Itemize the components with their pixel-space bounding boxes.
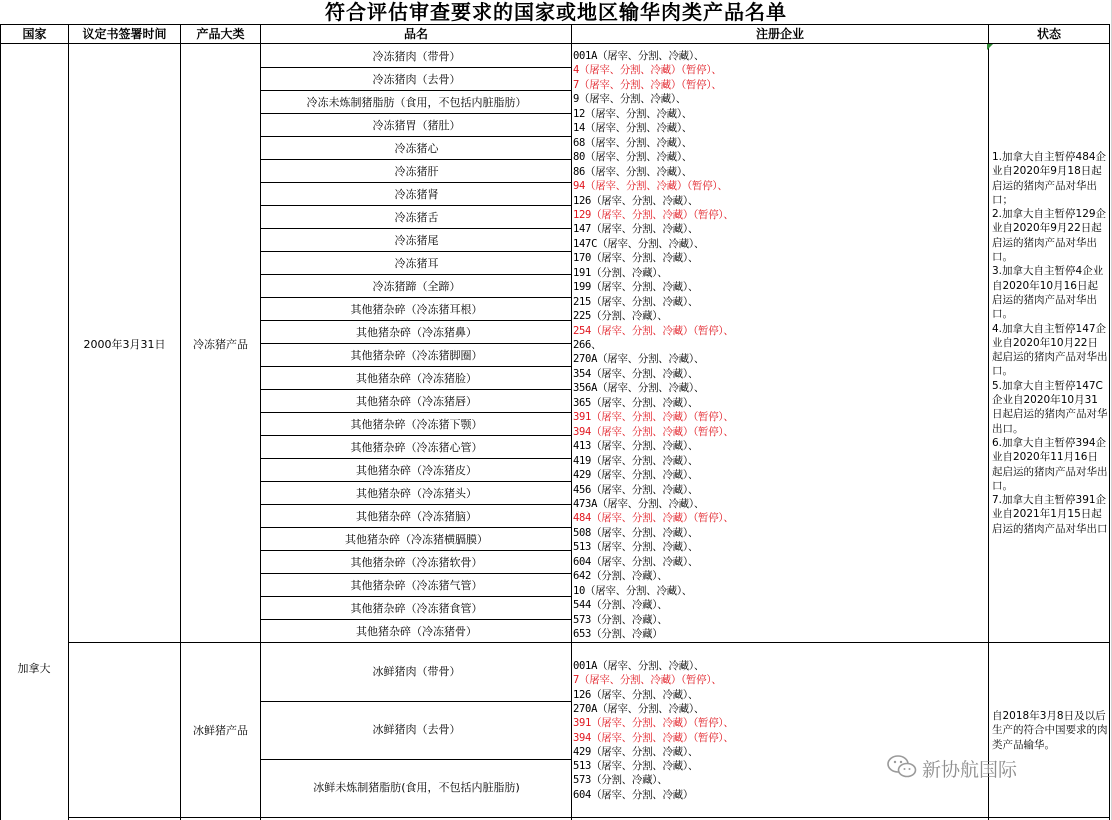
- enterprise-entry: 10（屠宰、分割、冷藏）、: [573, 584, 692, 597]
- wechat-icon: [886, 754, 918, 780]
- product-cell: 冰鲜猪肉（去骨）: [372, 723, 461, 736]
- product-cell: 其他猪杂碎（冷冻猪软骨）: [350, 556, 483, 569]
- status-note: 2.加拿大自主暂停129企业自2020年9月22日起启运的猪肉产品对华出口。: [992, 208, 1107, 264]
- enterprise-entry: 001A（屠宰、分割、冷藏）、: [573, 660, 705, 672]
- enterprise-entry: 12（屠宰、分割、冷藏）、: [573, 107, 692, 120]
- enterprise-suspended: 391（屠宰、分割、冷藏）（暂停）、: [573, 411, 734, 424]
- product-cell: 其他猪杂碎（冷冻猪唇）: [356, 395, 477, 408]
- enterprise-suspended: 394（屠宰、分割、冷藏）（暂停）、: [573, 731, 734, 744]
- enterprise-entry: 653（分割、冷藏）: [573, 628, 663, 640]
- enterprise-entry: 573（分割、冷藏）、: [573, 613, 668, 626]
- enterprise-entry: 456（屠宰、分割、冷藏）、: [573, 483, 699, 496]
- product-cell: 冰鲜未炼制猪脂肪(食用，不包括内脏脂肪): [313, 781, 520, 794]
- enterprise-entry: 270A（屠宰、分割、冷藏）、: [573, 353, 705, 366]
- status-chilled: 自2018年3月8日及以后生产的符合中国要求的肉类产品输华。: [992, 710, 1108, 751]
- enterprise-entry: 147C（屠宰、分割、冷藏）、: [573, 237, 705, 250]
- category-cell-frozen: 冷冻猪产品: [193, 338, 248, 351]
- product-cell: 其他猪杂碎（冷冻猪头）: [356, 487, 477, 500]
- product-cell: 其他猪杂碎（冷冻猪鼻）: [356, 326, 477, 339]
- enterprise-entry: 354（屠宰、分割、冷藏）、: [573, 367, 699, 380]
- enterprise-entry: 126（屠宰、分割、冷藏）、: [573, 688, 699, 701]
- date-cell: 2000年3月31日: [83, 338, 166, 351]
- enterprise-entry: 80（屠宰、分割、冷藏）、: [573, 151, 692, 164]
- enterprise-entry: 544（分割、冷藏）、: [573, 599, 668, 612]
- country-cell: 加拿大: [17, 662, 51, 675]
- enterprise-entry: 413（屠宰、分割、冷藏）、: [573, 440, 699, 453]
- enterprise-entry: 508（屠宰、分割、冷藏）、: [573, 526, 699, 539]
- header-category: 产品大类: [181, 24, 261, 44]
- enterprise-entry: 365（屠宰、分割、冷藏）、: [573, 396, 699, 409]
- product-cell: 其他猪杂碎（冷冻猪横膈膜）: [345, 533, 488, 546]
- enterprise-entry: 573（分割、冷藏）、: [573, 774, 668, 787]
- status-note: 6.加拿大自主暂停394企业自2020年11月16日起启运的猪肉产品对华出口。: [992, 436, 1108, 492]
- status-note: 3.加拿大自主暂停4企业自2020年10月16日起启运的猪肉产品对华出口。: [992, 265, 1104, 321]
- group-separator: [68, 642, 1110, 643]
- product-cell: 其他猪杂碎（冷冻猪皮）: [356, 464, 477, 477]
- product-cell: 冷冻猪蹄（全蹄）: [372, 280, 461, 293]
- enterprise-suspended: 7（屠宰、分割、冷藏）（暂停）、: [573, 674, 722, 687]
- product-cell: 冷冻猪肉（去骨）: [372, 73, 461, 86]
- enterprise-entry: 429（屠宰、分割、冷藏）、: [573, 469, 699, 482]
- product-cell: 其他猪杂碎（冷冻猪心管）: [350, 441, 483, 454]
- comment-indicator-icon: [987, 44, 993, 50]
- grid-line: [68, 44, 69, 820]
- enterprise-entry: 513（屠宰、分割、冷藏）、: [573, 541, 699, 554]
- enterprise-entry: 199（屠宰、分割、冷藏）、: [573, 281, 699, 294]
- watermark-text: 新协航国际: [922, 759, 1018, 781]
- status-note: 4.加拿大自主暂停147企业自2020年10月22日起启运的猪肉产品对华出口。: [992, 322, 1108, 378]
- enterprise-suspended: 394（屠宰、分割、冷藏）（暂停）、: [573, 425, 734, 438]
- status-note: 1.加拿大自主暂停484企业自2020年9月18日起启运的猪肉产品对华出口；: [992, 151, 1107, 206]
- enterprise-entry: 147（屠宰、分割、冷藏）、: [573, 223, 699, 236]
- grid-line: [0, 44, 1, 820]
- status-note: 7.加拿大自主暂停391企业自2021年1月15日起启运的猪肉产品对华出口: [992, 494, 1108, 535]
- enterprise-entry: 429（屠宰、分割、冷藏）、: [573, 745, 699, 758]
- status-note: 5.加拿大自主暂停147C企业自2020年10月31日起启运的猪肉产品对华出口。: [992, 379, 1108, 435]
- header-enterprises: 注册企业: [572, 24, 989, 44]
- product-cell: 冰鲜猪肉（带骨）: [372, 665, 461, 678]
- enterprise-entry: 513（屠宰、分割、冷藏）、: [573, 760, 699, 773]
- enterprise-entry: 86（屠宰、分割、冷藏）、: [573, 165, 692, 178]
- enterprise-entry: 419（屠宰、分割、冷藏）、: [573, 454, 699, 467]
- product-cell: 其他猪杂碎（冷冻猪脑）: [356, 510, 477, 523]
- header-date: 议定书签署时间: [69, 24, 181, 44]
- grid-line: [571, 44, 572, 820]
- product-cell: 冷冻猪心: [394, 142, 439, 155]
- product-cell: 其他猪杂碎（冷冻猪脚圈）: [350, 349, 483, 362]
- grid-line: [988, 44, 989, 820]
- enterprise-entry: 604（屠宰、分割、冷藏）: [573, 788, 694, 801]
- product-cell: 冷冻猪肉（带骨）: [372, 50, 461, 63]
- header-top-line: [0, 24, 1110, 25]
- product-cell: 冷冻猪肾: [394, 188, 439, 201]
- product-cell: 其他猪杂碎（冷冻猪骨）: [356, 625, 477, 638]
- grid-line: [260, 44, 261, 820]
- enterprise-entry: 356A（屠宰、分割、冷藏）、: [573, 382, 705, 395]
- enterprise-suspended: 129（屠宰、分割、冷藏）（暂停）、: [573, 208, 734, 221]
- enterprise-entry: 68（屠宰、分割、冷藏）、: [573, 136, 692, 149]
- enterprise-entry: 9（屠宰、分割、冷藏）、: [573, 93, 686, 106]
- product-cell: 冷冻未炼制猪脂肪（食用，不包括内脏脂肪）: [306, 96, 527, 109]
- enterprise-entry: 215（屠宰、分割、冷藏）、: [573, 295, 699, 308]
- enterprise-suspended: 94（屠宰、分割、冷藏）（暂停）、: [573, 180, 728, 193]
- product-cell: 其他猪杂碎（冷冻猪食管）: [350, 602, 483, 615]
- enterprise-suspended: 391（屠宰、分割、冷藏）（暂停）、: [573, 717, 734, 730]
- product-cell: 其他猪杂碎（冷冻猪气管）: [350, 579, 483, 592]
- group-separator: [68, 817, 1110, 818]
- header-status: 状态: [989, 24, 1110, 44]
- enterprise-entry: 270A（屠宰、分割、冷藏）、: [573, 702, 705, 715]
- category-cell-chilled: 冰鲜猪产品: [193, 724, 248, 737]
- enterprise-entry: 001A（屠宰、分割、冷藏）、: [573, 50, 705, 62]
- grid-line: [180, 44, 181, 820]
- enterprise-entry: 14（屠宰、分割、冷藏）、: [573, 122, 692, 135]
- product-cell: 其他猪杂碎（冷冻猪下颚）: [350, 418, 483, 431]
- enterprise-entry: 225（分割、冷藏）、: [573, 310, 668, 323]
- enterprise-entry: 191（分割、冷藏）、: [573, 266, 668, 279]
- sheet-title: 符合评估审查要求的国家或地区输华肉类产品名单: [325, 0, 787, 24]
- product-cell: 冷冻猪耳: [394, 257, 439, 270]
- header-product: 品名: [261, 24, 572, 44]
- enterprise-entry: 604（屠宰、分割、冷藏）、: [573, 555, 699, 568]
- enterprise-entry: 642（分割、冷藏）、: [573, 570, 668, 583]
- product-cell: 冷冻猪舌: [394, 211, 439, 224]
- enterprise-entry: 266、: [573, 339, 602, 351]
- enterprise-entry: 170（屠宰、分割、冷藏）、: [573, 252, 699, 265]
- enterprise-entry: 473A（屠宰、分割、冷藏）、: [573, 497, 705, 510]
- header-country: 国家: [0, 24, 69, 44]
- product-cell: 其他猪杂碎（冷冻猪耳根）: [350, 303, 483, 316]
- product-cell: 冷冻猪肝: [394, 165, 439, 178]
- enterprise-suspended: 4（屠宰、分割、冷藏）（暂停）、: [573, 64, 722, 77]
- enterprise-entry: 126（屠宰、分割、冷藏）、: [573, 194, 699, 207]
- product-cell: 冷冻猪胃（猪肚）: [372, 119, 461, 132]
- product-cell: 冷冻猪尾: [394, 234, 439, 247]
- enterprise-suspended: 254（屠宰、分割、冷藏）（暂停）、: [573, 324, 734, 337]
- enterprise-suspended: 7（屠宰、分割、冷藏）（暂停）、: [573, 78, 722, 91]
- enterprise-suspended: 484（屠宰、分割、冷藏）（暂停）、: [573, 512, 734, 525]
- product-cell: 其他猪杂碎（冷冻猪脸）: [356, 372, 477, 385]
- grid-line: [1109, 44, 1110, 820]
- status-frozen: [992, 150, 1108, 536]
